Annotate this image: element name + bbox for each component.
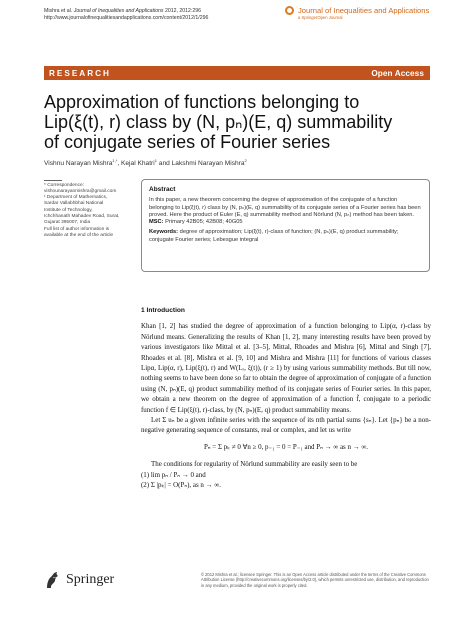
- springer-wordmark: Springer: [66, 572, 115, 587]
- author-2[interactable]: , Kejal Khatri: [117, 160, 155, 168]
- journal-logo-icon: [285, 6, 294, 15]
- intro-paragraph-1: Khan [1, 2] has studied the degree of approximation of a function belonging to Lip(α, r)-class by Nörlund means. Generalizing the results of Khan [1, 2], many interesting results have been proved by various investigators like Mittal et al. [3–5], Mittal, Rhoades and Mishra [6], Mittal and Singh [7], Rhoades et al. [8], Mishra et al. [9, 10] and Mishra and Mishra [11] for functions of various classes Lipα, Lip(α, r), Lip(ξ(t), r) and W(Lᵣ, ξ(t)), (r ≥ 1) by using various summability methods. But till now, nothing seems to have been done so far to obtain the degree of approximation of conjugate of a function using (N, pₙ)(E, q) product summability method of its conjugate series of Fourier series. In this paper, we obtain a new theorem on the degree of approximation of a function f̃, conjugate to a periodic function f ∈ Lip(ξ(t), r)-class, by (N, pₙ)(E, q) product summability means.: [141, 322, 431, 414]
- regularity-condition-1: (1) lim pₙ / Pₙ → 0 and: [141, 470, 206, 479]
- article-url[interactable]: http://www.journalofinequalitiesandapplications.com/content/2012/1/296: [44, 15, 209, 21]
- notes-divider: [44, 180, 62, 181]
- correspondence-email[interactable]: vishnunarayanmishra@gmail.com: [44, 188, 117, 194]
- author-2-affil: 1: [154, 158, 157, 163]
- correspondence-notes: [44, 180, 134, 239]
- author-3[interactable]: and Lakshmi Narayan Mishra: [156, 160, 245, 168]
- journal-name: Journal of Inequalities and Applications: [73, 8, 164, 14]
- article-type-banner: [44, 66, 430, 80]
- section-heading: 1 Introduction: [141, 307, 185, 314]
- msc-label: MSC:: [149, 219, 164, 226]
- affiliation-line: Institute of Technology,: [44, 207, 93, 213]
- author-1[interactable]: Vishnu Narayan Mishra: [44, 160, 113, 168]
- affiliation-line: Ichchhanath Mahadev Road, Surat,: [44, 214, 120, 220]
- author-1-affil: 1,*: [112, 158, 118, 163]
- intro-paragraph-2: Let Σ uₙ be a given infinite series with the sequence of its nth partial sums {sₙ}. Let {pₙ} be a non-negative generating sequence of constants, real or complex, and let us write: [141, 416, 431, 435]
- copyright-notice: © 2012 Mishra et al.; licensee Springer. This is an Open Access article distributed under the terms of the Creative Commons Attribution License (http://creativecommons.org/licenses/by/2.0), which permits unrestricted use, distribution, and reproduction in any medium, provided the original work is properly cited.: [201, 572, 429, 588]
- journal-logo-subtitle: a SpringerOpen Journal: [298, 15, 343, 20]
- open-access-label: Open Access: [371, 68, 424, 78]
- display-equation: Pₙ = Σ pₖ ≠ 0 ∀n ≥ 0, p₋₁ = 0 = P₋₁ and Pₙ → ∞ as n → ∞.: [203, 442, 369, 451]
- msc-codes: Primary 42B05; 42B08; 40G05: [163, 219, 243, 226]
- journal-logo-title: Journal of Inequalities and Applications: [298, 6, 430, 15]
- intro-paragraph-3: The conditions for regularity of Nörlund summability are easily seen to be: [151, 460, 358, 469]
- keywords-text: degree of approximation; Lip(ξ(t), r)-class of function; (N, pₙ)(E, q) product summability; conjugate Fourier series; Lebesgue integral: [149, 229, 399, 243]
- affiliation-line: Gujarat 395007, India: [44, 220, 91, 226]
- author-3-affil: 2: [244, 158, 247, 163]
- springer-horse-icon: [44, 570, 61, 590]
- article-type-label: RESEARCH: [49, 68, 111, 78]
- abstract-heading: Abstract: [149, 186, 176, 193]
- abstract-text: In this paper, a new theorem concerning the degree of approximation of the conjugate of a function belonging to Lip(ξ(t), r) class by (N, pₙ)(E, q) summability of its conjugate series of a Fourier series has been proved. Here the product of Euler (E, q) summability method and Nörlund (N, pₙ) method has been taken.: [149, 197, 421, 218]
- abstract-box: [141, 179, 430, 272]
- title-line-2: Lip(ξ(t), r) class by (N, pₙ)(E, q) summability: [44, 112, 393, 132]
- citation-authors: Mishra et al.: [44, 8, 73, 14]
- regularity-condition-2: (2) Σ |pₖ| = O(Pₙ), as n → ∞.: [141, 481, 221, 490]
- correspondence-label: * Correspondence:: [44, 182, 84, 188]
- author-info-note: available at the end of the article: [44, 232, 114, 238]
- article-title: [44, 92, 444, 152]
- affiliation-line: Sardar Vallabhbhai National: [44, 201, 104, 207]
- springer-logo[interactable]: [44, 570, 114, 590]
- author-info-note: Full list of author information is: [44, 226, 110, 232]
- author-list: [44, 158, 247, 167]
- citation-header: [44, 8, 208, 22]
- article-body: [141, 306, 431, 491]
- affiliation-line: ¹ Department of Mathematics,: [44, 195, 108, 201]
- title-line-1: Approximation of functions belonging to: [44, 92, 360, 112]
- title-line-3: of conjugate series of Fourier series: [44, 132, 331, 152]
- keywords-label: Keywords:: [149, 229, 179, 236]
- citation-volume: 2012, 2012:296: [164, 8, 202, 14]
- journal-logo[interactable]: [285, 6, 465, 20]
